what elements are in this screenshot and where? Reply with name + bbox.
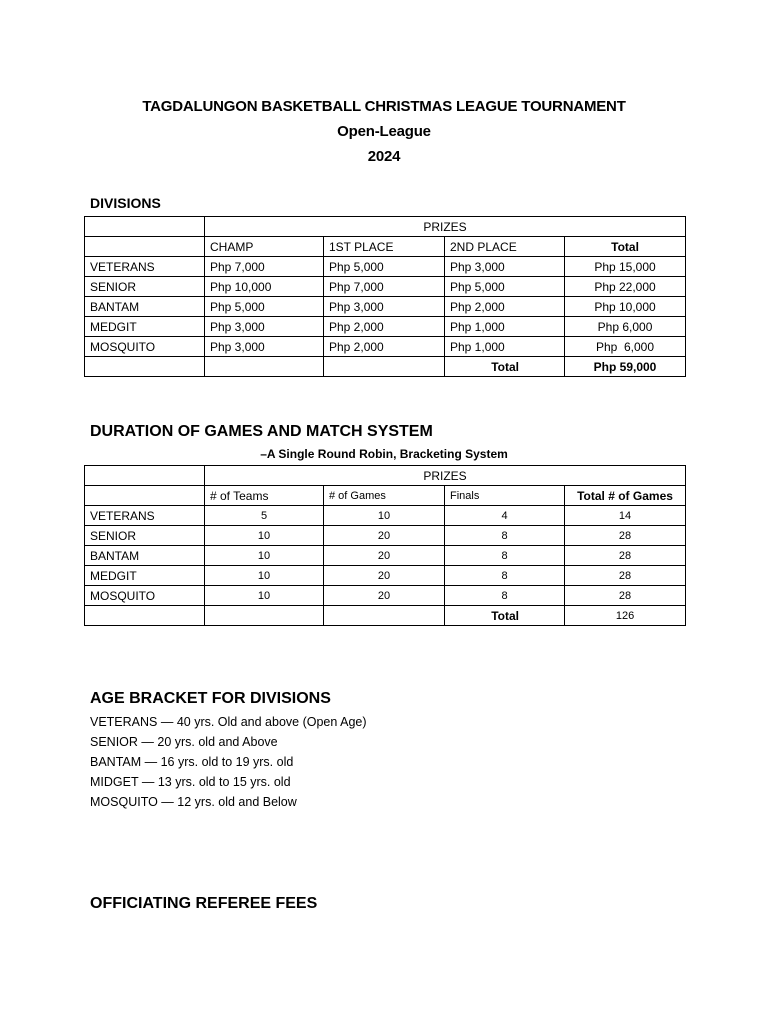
table-cell: 20 <box>324 546 445 566</box>
table-cell: 28 <box>565 566 686 586</box>
table-cell: Php 5,000 <box>324 257 445 277</box>
table-cell: Php 22,000 <box>565 277 686 297</box>
table-cell: 8 <box>445 566 565 586</box>
division-name: VETERANS <box>85 257 205 277</box>
table-cell: Php 3,000 <box>205 317 324 337</box>
table-row <box>85 506 686 526</box>
table-cell: 8 <box>445 546 565 566</box>
list-item: VETERANS — 40 yrs. Old and above (Open Age) <box>90 715 367 729</box>
games-heading: DURATION OF GAMES AND MATCH SYSTEM <box>90 423 433 440</box>
division-name: BANTAM <box>85 546 205 566</box>
division-name: MOSQUITO <box>85 586 205 606</box>
division-name: SENIOR <box>85 526 205 546</box>
referee-fees-heading: OFFICIATING REFEREE FEES <box>90 895 318 912</box>
table-cell: Php 3,000 <box>205 337 324 357</box>
column-header: Finals <box>445 486 565 506</box>
table-row <box>85 317 686 337</box>
table-row <box>85 297 686 317</box>
division-name: MEDGIT <box>85 566 205 586</box>
table-cell: Php 7,000 <box>205 257 324 277</box>
table-cell: 10 <box>205 566 324 586</box>
column-header: # of Games <box>324 486 445 506</box>
list-item: BANTAM — 16 yrs. old to 19 yrs. old <box>90 755 294 769</box>
table-cell: 20 <box>324 526 445 546</box>
total-value: Php 59,000 <box>565 357 686 377</box>
games-subtitle: –A Single Round Robin, Bracketing System <box>260 447 508 461</box>
table-row <box>85 586 686 606</box>
division-name: MEDGIT <box>85 317 205 337</box>
column-header: CHAMP <box>205 237 324 257</box>
table-cell: 28 <box>565 586 686 606</box>
division-name: SENIOR <box>85 277 205 297</box>
column-header: 2ND PLACE <box>445 237 565 257</box>
games-group-header: PRIZES <box>205 466 686 486</box>
table-cell: 8 <box>445 586 565 606</box>
table-cell: 10 <box>205 586 324 606</box>
table-cell: Php 3,000 <box>324 297 445 317</box>
total-label: Total <box>445 357 565 377</box>
age-bracket-list <box>90 712 367 812</box>
list-item: MIDGET — 13 yrs. old to 15 yrs. old <box>90 775 291 789</box>
table-row <box>85 546 686 566</box>
column-header: 1ST PLACE <box>324 237 445 257</box>
table-cell: Php 10,000 <box>205 277 324 297</box>
table-row <box>85 526 686 546</box>
column-header: Total <box>565 237 686 257</box>
table-cell: Php 7,000 <box>324 277 445 297</box>
table-cell: 8 <box>445 526 565 546</box>
division-name: MOSQUITO <box>85 337 205 357</box>
table-header-row <box>85 237 686 257</box>
table-header-row <box>85 486 686 506</box>
prizes-table <box>84 216 686 377</box>
table-cell: Php 6,000 <box>565 317 686 337</box>
list-item: MOSQUITO — 12 yrs. old and Below <box>90 795 297 809</box>
total-value: 126 <box>565 606 686 626</box>
column-header: Total # of Games <box>565 486 686 506</box>
table-cell: 20 <box>324 586 445 606</box>
document-subtitle: Open-League <box>337 123 431 140</box>
table-cell: Php 2,000 <box>445 297 565 317</box>
document-title-block <box>0 94 768 169</box>
table-cell: 28 <box>565 546 686 566</box>
divisions-heading: DIVISIONS <box>90 195 161 211</box>
table-cell: Php 2,000 <box>324 317 445 337</box>
table-row <box>85 566 686 586</box>
table-header-row <box>85 466 686 486</box>
table-total-row <box>85 357 686 377</box>
games-table <box>84 465 686 626</box>
table-cell: Php 1,000 <box>445 317 565 337</box>
table-cell: Php 10,000 <box>565 297 686 317</box>
table-header-row <box>85 217 686 237</box>
table-cell: Php 3,000 <box>445 257 565 277</box>
table-cell: 20 <box>324 566 445 586</box>
table-row <box>85 277 686 297</box>
table-cell: Php 5,000 <box>205 297 324 317</box>
table-cell: 4 <box>445 506 565 526</box>
table-cell: 10 <box>324 506 445 526</box>
document-title: TAGDALUNGON BASKETBALL CHRISTMAS LEAGUE TOURNAMENT <box>142 98 626 115</box>
table-row <box>85 257 686 277</box>
table-row <box>85 337 686 357</box>
table-cell: Php 15,000 <box>565 257 686 277</box>
table-cell: Php 1,000 <box>445 337 565 357</box>
table-cell: 14 <box>565 506 686 526</box>
table-total-row <box>85 606 686 626</box>
column-header: # of Teams <box>205 486 324 506</box>
table-cell: 5 <box>205 506 324 526</box>
table-cell: 28 <box>565 526 686 546</box>
document-year: 2024 <box>367 148 401 165</box>
total-label: Total <box>445 606 565 626</box>
age-bracket-heading: AGE BRACKET FOR DIVISIONS <box>90 690 331 707</box>
table-cell: Php 6,000 <box>565 337 686 357</box>
prizes-group-header: PRIZES <box>205 217 686 237</box>
division-name: BANTAM <box>85 297 205 317</box>
list-item: SENIOR — 20 yrs. old and Above <box>90 735 278 749</box>
division-name: VETERANS <box>85 506 205 526</box>
table-cell: 10 <box>205 546 324 566</box>
table-cell: Php 5,000 <box>445 277 565 297</box>
table-cell: Php 2,000 <box>324 337 445 357</box>
table-cell: 10 <box>205 526 324 546</box>
